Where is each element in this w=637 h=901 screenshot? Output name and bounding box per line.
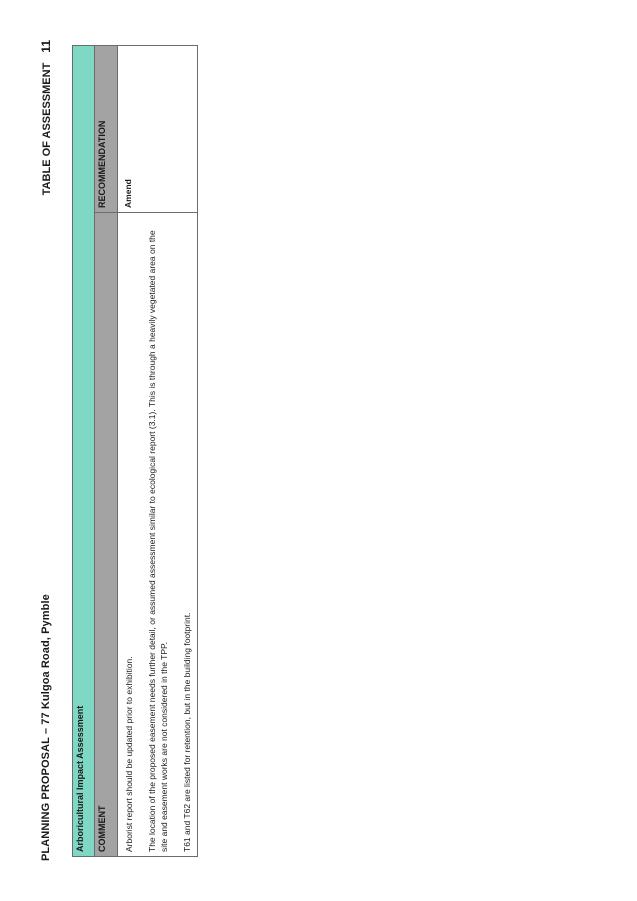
column-header-comment: COMMENT	[95, 212, 118, 856]
comment-paragraph: T61 and T62 are listed for retention, but in the building footprint.	[181, 612, 192, 852]
recommendation-cell: Amend	[118, 46, 198, 213]
comment-paragraph: The location of the proposed easement needs further detail, or assumed assessment similar to ecological report (3.1). This is through a heavily vegetated area on the site and easement works are not considered in the TPP.	[146, 230, 169, 852]
comment-paragraph: Arborist report should be updated prior to exhibition.	[124, 656, 134, 852]
section-title: TABLE OF ASSESSMENT	[41, 62, 53, 196]
column-header-recommendation: RECOMMENDATION	[95, 46, 118, 213]
table-title: Arboricultural Impact Assessment	[73, 46, 95, 857]
page-header	[36, 40, 56, 861]
section-heading	[39, 40, 53, 195]
table-title-row	[73, 46, 95, 857]
page-number: 11	[39, 40, 53, 53]
assessment-table	[72, 45, 198, 857]
table-header-row	[95, 46, 118, 857]
comment-cell	[118, 212, 198, 856]
document-title: PLANNING PROPOSAL – 77 Kulgoa Road, Pymble	[40, 594, 52, 861]
table-row	[118, 46, 198, 857]
